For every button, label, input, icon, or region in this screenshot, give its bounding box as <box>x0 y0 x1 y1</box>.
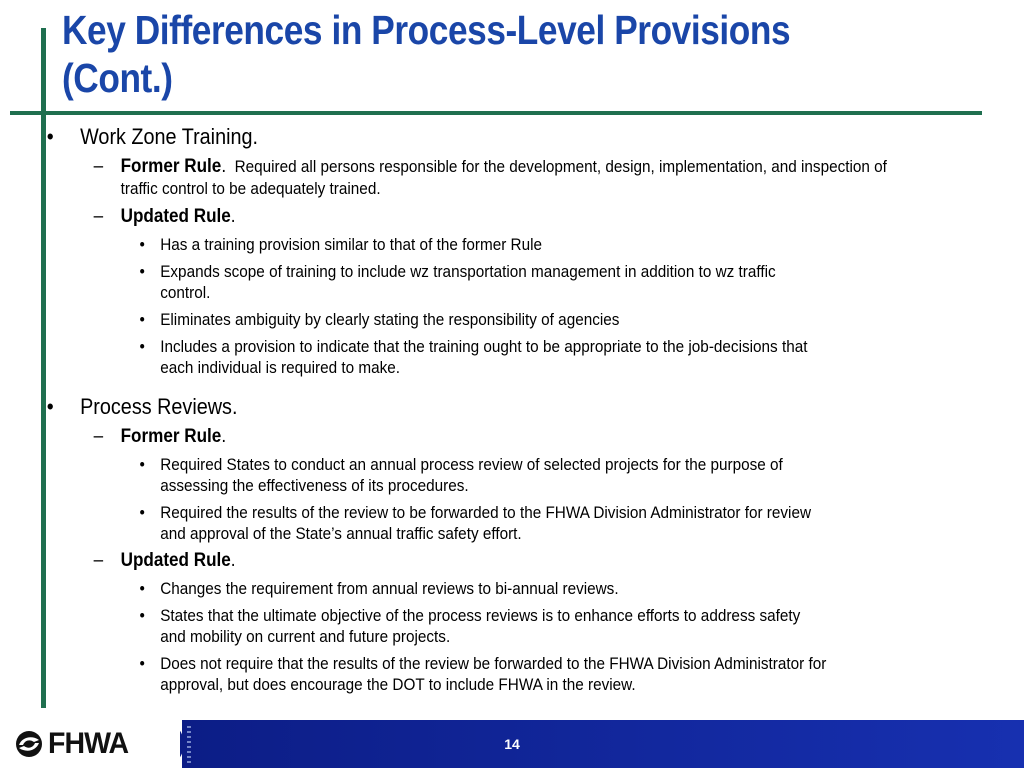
section-bullet <box>0 124 922 150</box>
bullet-marker: • <box>139 579 145 598</box>
detail-text: Eliminates ambiguity by clearly stating the responsibility of agencies <box>160 310 620 329</box>
rule-item <box>0 206 922 228</box>
detail-text: Changes the requirement from annual reviews to bi-annual reviews. <box>160 579 619 598</box>
bullet-marker: • <box>139 310 145 329</box>
rule-item <box>0 550 922 572</box>
section-heading-punct: . <box>252 124 259 149</box>
section-heading-punct: . <box>231 394 238 419</box>
bullet-marker: • <box>139 337 145 356</box>
detail-text: Has a training provision similar to that of the former Rule <box>160 235 543 254</box>
rule-label: Updated Rule <box>120 550 231 571</box>
dash-marker: – <box>93 156 104 177</box>
rule-label-punct: . <box>230 206 236 227</box>
rule-label: Updated Rule <box>120 206 231 227</box>
footer-dotted-divider <box>187 726 191 764</box>
horizontal-rule <box>10 111 982 115</box>
detail-text: States that the ultimate objective of the process reviews is to enhance efforts to address safety and mobility on current and future projects. <box>160 606 801 646</box>
dash-marker: – <box>93 426 104 447</box>
rule-label-punct: . <box>230 550 236 571</box>
section-gap <box>0 378 1024 394</box>
footer-bar <box>182 720 1024 768</box>
bullet-marker: • <box>139 503 145 522</box>
detail-bullet <box>0 336 828 378</box>
section-heading: Work Zone Training <box>80 124 253 149</box>
footer <box>0 720 1024 768</box>
slide-title-line-2: (Cont.) <box>62 55 173 101</box>
bullet-marker: • <box>46 394 54 419</box>
detail-bullet <box>0 605 828 647</box>
rule-item <box>0 156 922 200</box>
detail-text: Required States to conduct an annual process review of selected projects for the purpose of assessing the effectiveness of its procedures. <box>160 455 783 495</box>
dash-marker: – <box>93 550 104 571</box>
rule-label-punct: . <box>221 156 227 177</box>
detail-text: Does not require that the results of the review be forwarded to the FHWA Division Administrator for approval, but does encourage the DOT to include FHWA in the review. <box>160 654 827 694</box>
bullet-marker: • <box>46 124 54 149</box>
detail-text: Expands scope of training to include wz transportation management in addition to wz traffic control. <box>160 262 776 302</box>
dash-marker: – <box>93 206 104 227</box>
fhwa-swirl-icon <box>14 729 44 759</box>
rule-label-punct: . <box>221 426 227 447</box>
detail-text: Includes a provision to indicate that the training ought to be appropriate to the job-decisions that each individual is required to make. <box>160 337 808 377</box>
slide-title-line-1: Key Differences in Process-Level Provisions <box>62 7 791 53</box>
rule-label: Former Rule <box>120 426 222 447</box>
bullet-marker: • <box>139 606 145 625</box>
detail-bullet <box>0 454 828 496</box>
rule-label: Former Rule <box>120 156 222 177</box>
detail-bullet <box>0 309 828 330</box>
section-bullet <box>0 394 922 420</box>
slide-title <box>62 6 870 102</box>
bullet-marker: • <box>139 455 145 474</box>
detail-bullet <box>0 653 828 695</box>
detail-bullet <box>0 234 828 255</box>
detail-bullet <box>0 261 828 303</box>
detail-bullet <box>0 578 828 599</box>
slide-body <box>0 124 1024 695</box>
rule-item <box>0 426 922 448</box>
detail-text: Required the results of the review to be forwarded to the FHWA Division Administrator for review and approval of the State’s annual traffic safety effort. <box>160 503 812 543</box>
bullet-marker: • <box>139 262 145 281</box>
detail-bullet <box>0 502 828 544</box>
rule-text: Required all persons responsible for the development, design, implementation, and inspection of traffic control to be adequately trained. <box>120 157 892 198</box>
bullet-marker: • <box>139 654 145 673</box>
fhwa-logo-text: FHWA <box>48 727 129 760</box>
section-heading: Process Reviews <box>80 394 232 419</box>
fhwa-logo <box>14 728 164 760</box>
bullet-marker: • <box>139 235 145 254</box>
page-number: 14 <box>504 736 520 752</box>
